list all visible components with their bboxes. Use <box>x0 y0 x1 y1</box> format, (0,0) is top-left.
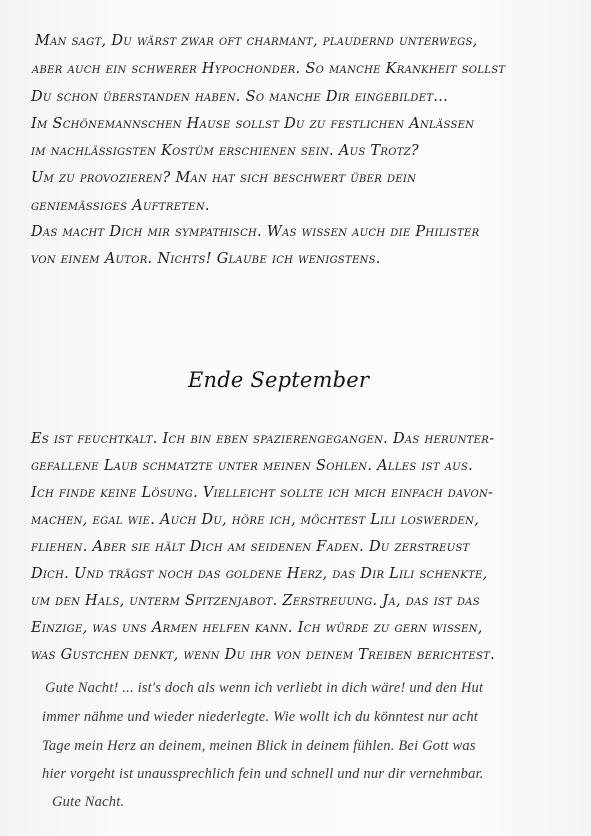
note-line: immer nähme und wieder niederlegte. Wie wollt ich du könntest nur acht <box>42 709 479 725</box>
note-line: Tage mein Herz an deinem, meinen Blick in deinem fühlen. Bei Gott was <box>42 738 476 754</box>
text-line: Im Schönemannschen Hause sollst Du zu festlichen Anlässen <box>31 116 475 132</box>
text-line: gefallene Laub schmatzte unter meinen Sohlen. Alles ist aus. <box>31 458 474 474</box>
note-line: hier vorgeht ist unaussprechlich fein und schnell und nur dir vernehmbar. <box>42 766 484 782</box>
text-line: Einzige, was uns Armen helfen kann. Ich würde zu gern wissen, <box>31 620 483 636</box>
section-heading: Ende September <box>188 368 370 392</box>
note-line: Gute Nacht. <box>52 794 125 810</box>
text-line: Um zu provozieren? Man hat sich beschwert über dein <box>31 170 417 186</box>
text-line: fliehen. Aber sie hält Dich am seidenen Faden. Du zerstreust <box>31 539 470 555</box>
text-line: was Gustchen denkt, wenn Du ihr von deinem Treiben berichtest. <box>31 647 496 663</box>
text-line: geniemässiges Auftreten. <box>31 198 210 214</box>
text-line: Es ist feuchtkalt. Ich bin eben spazierengegangen. Das herunter- <box>31 431 495 447</box>
text-line: um den Hals, unterm Spitzenjabot. Zerstreuung. Ja, das ist das <box>31 593 480 609</box>
note-line: Gute Nacht! ... ist's doch als wenn ich verliebt in dich wäre! und den Hut <box>45 680 484 696</box>
text-line: von einem Autor. Nichts! Glaube ich wenigstens. <box>31 251 381 267</box>
text-line: Du schon überstanden haben. So manche Dir eingebildet... <box>31 89 449 105</box>
text-line: Dich. Und trägst noch das goldene Herz, das Dir Lili schenkte, <box>31 566 488 582</box>
text-line: im nachlässigsten Kostüm erschienen sein. Aus Trotz? <box>31 143 420 159</box>
text-line: machen, egal wie. Auch Du, höre ich, möchtest Lili loswerden, <box>31 512 480 528</box>
text-line: Das macht Dich mir sympathisch. Was wissen auch die Philister <box>31 224 480 240</box>
text-line: Ich finde keine Lösung. Vielleicht sollte ich mich einfach davon- <box>31 485 494 501</box>
text-line: Man sagt, Du wärst zwar oft charmant, plaudernd unterwegs, <box>35 33 478 49</box>
text-line: aber auch ein schwerer Hypochonder. So manche Krankheit sollst <box>32 61 506 77</box>
